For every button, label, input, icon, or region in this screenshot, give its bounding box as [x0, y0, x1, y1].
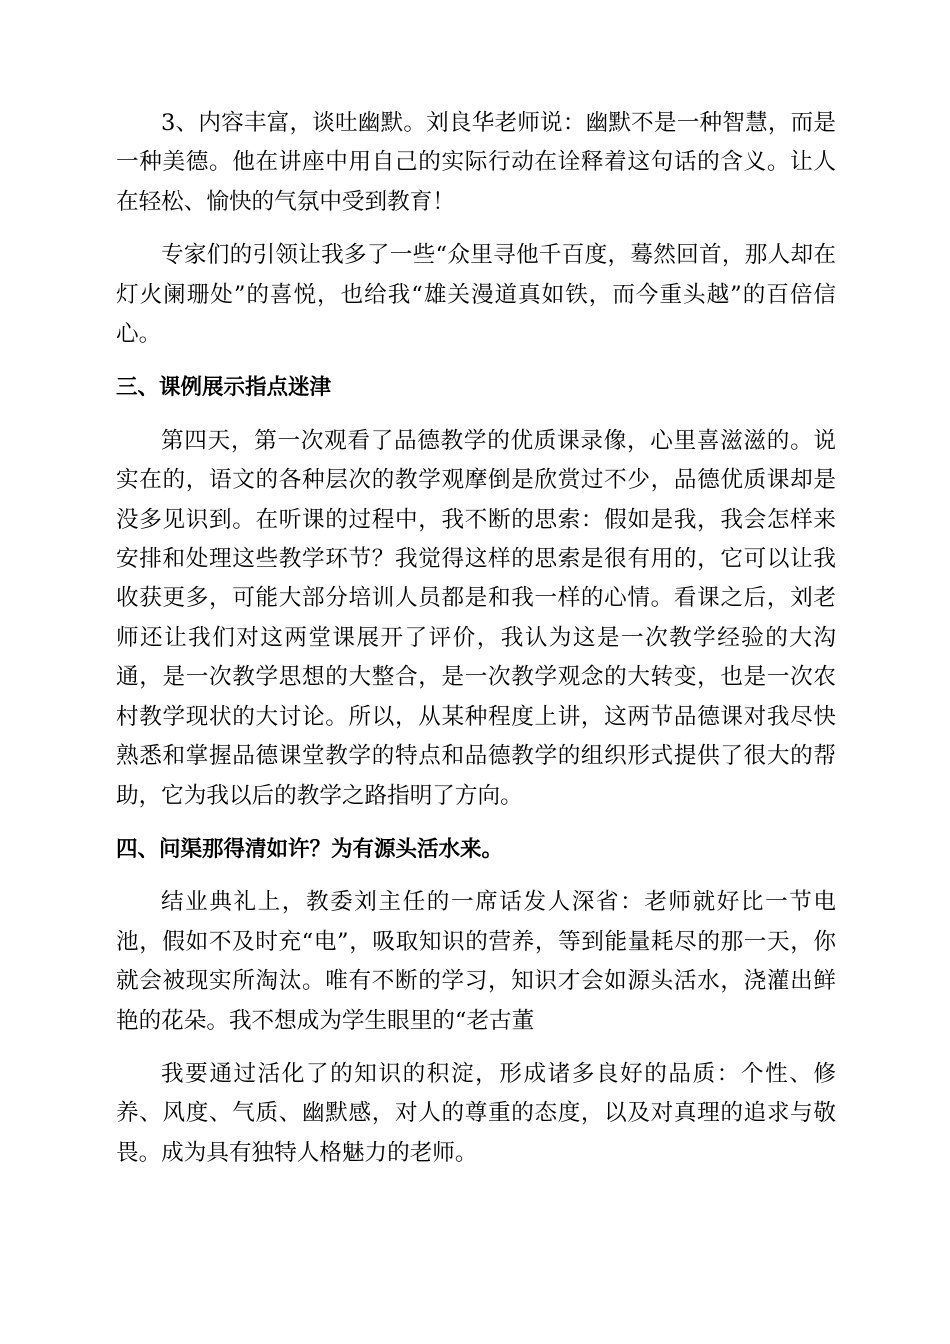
paragraph-graduation: 结业典礼上，教委刘主任的一席话发人深省：老师就好比一节电池，假如不及时充“电”，吸取知识的营养，等到能量耗尽的那一天，你就会被现实所淘汰。唯有不断的学习，知识才会如源头活水，浇灌出鲜艳的花朵。我不想成为学生眼里的“老古董 [116, 889, 836, 1034]
paragraph-experts: 专家们的引领让我多了一些“众里寻他千百度，蓦然回首，那人却在灯火阑珊处”的喜悦，也给我“雄关漫道真如铁，而今重头越”的百倍信心。 [116, 242, 836, 348]
paragraph-gap [116, 1041, 836, 1055]
paragraph-humor: 3、内容丰富，谈吐幽默。刘良华老师说：幽默不是一种智慧，而是一种美德。他在讲座中用自己的实际行动在诠释着这句话的含义。让人在轻松、愉快的气氛中受到教育！ [116, 110, 836, 215]
paragraph-gap [116, 222, 836, 236]
paragraph-goals: 我要通过活化了的知识的积淀，形成诸多良好的品质：个性、修养、风度、气质、幽默感，对人的尊重的态度，以及对真理的追求与敬畏。成为具有独特人格魅力的老师。 [116, 1060, 836, 1166]
paragraph-gap [116, 816, 836, 830]
paragraph-gap [116, 354, 836, 368]
section-heading-3: 三、课例展示指点迷津 [116, 375, 332, 401]
paragraph-gap [116, 869, 836, 883]
paragraph-lesson-video: 第四天，第一次观看了品德教学的优质课录像，心里喜滋滋的。说实在的，语文的各种层次的教学观摩倒是欣赏过不少，品德优质课却是没多见识到。在听课的过程中，我不断的思索：假如是我，我会怎样来安排和处理这些教学环节？我觉得这样的思索是很有用的，它可以让我收获更多，可能大部分培训人员都是和我一样的心情。看课之后，刘老师还让我们对这两堂课展开了评价，我认为这是一次教学经验的大沟通，是一次教学思想的大整合，是一次教学观念的大转变，也是一次农村教学现状的大讨论。所以，从某种程度上讲，这两节品德课对我尽快熟悉和掌握品德课堂教学的特点和品德教学的组织形式提供了很大的帮助，它为我以后的教学之路指明了方向。 [116, 427, 836, 809]
paragraph-gap [116, 408, 836, 422]
section-heading-4: 四、问渠那得清如许？为有源头活水来。 [116, 836, 504, 862]
document-page [116, 104, 836, 1173]
